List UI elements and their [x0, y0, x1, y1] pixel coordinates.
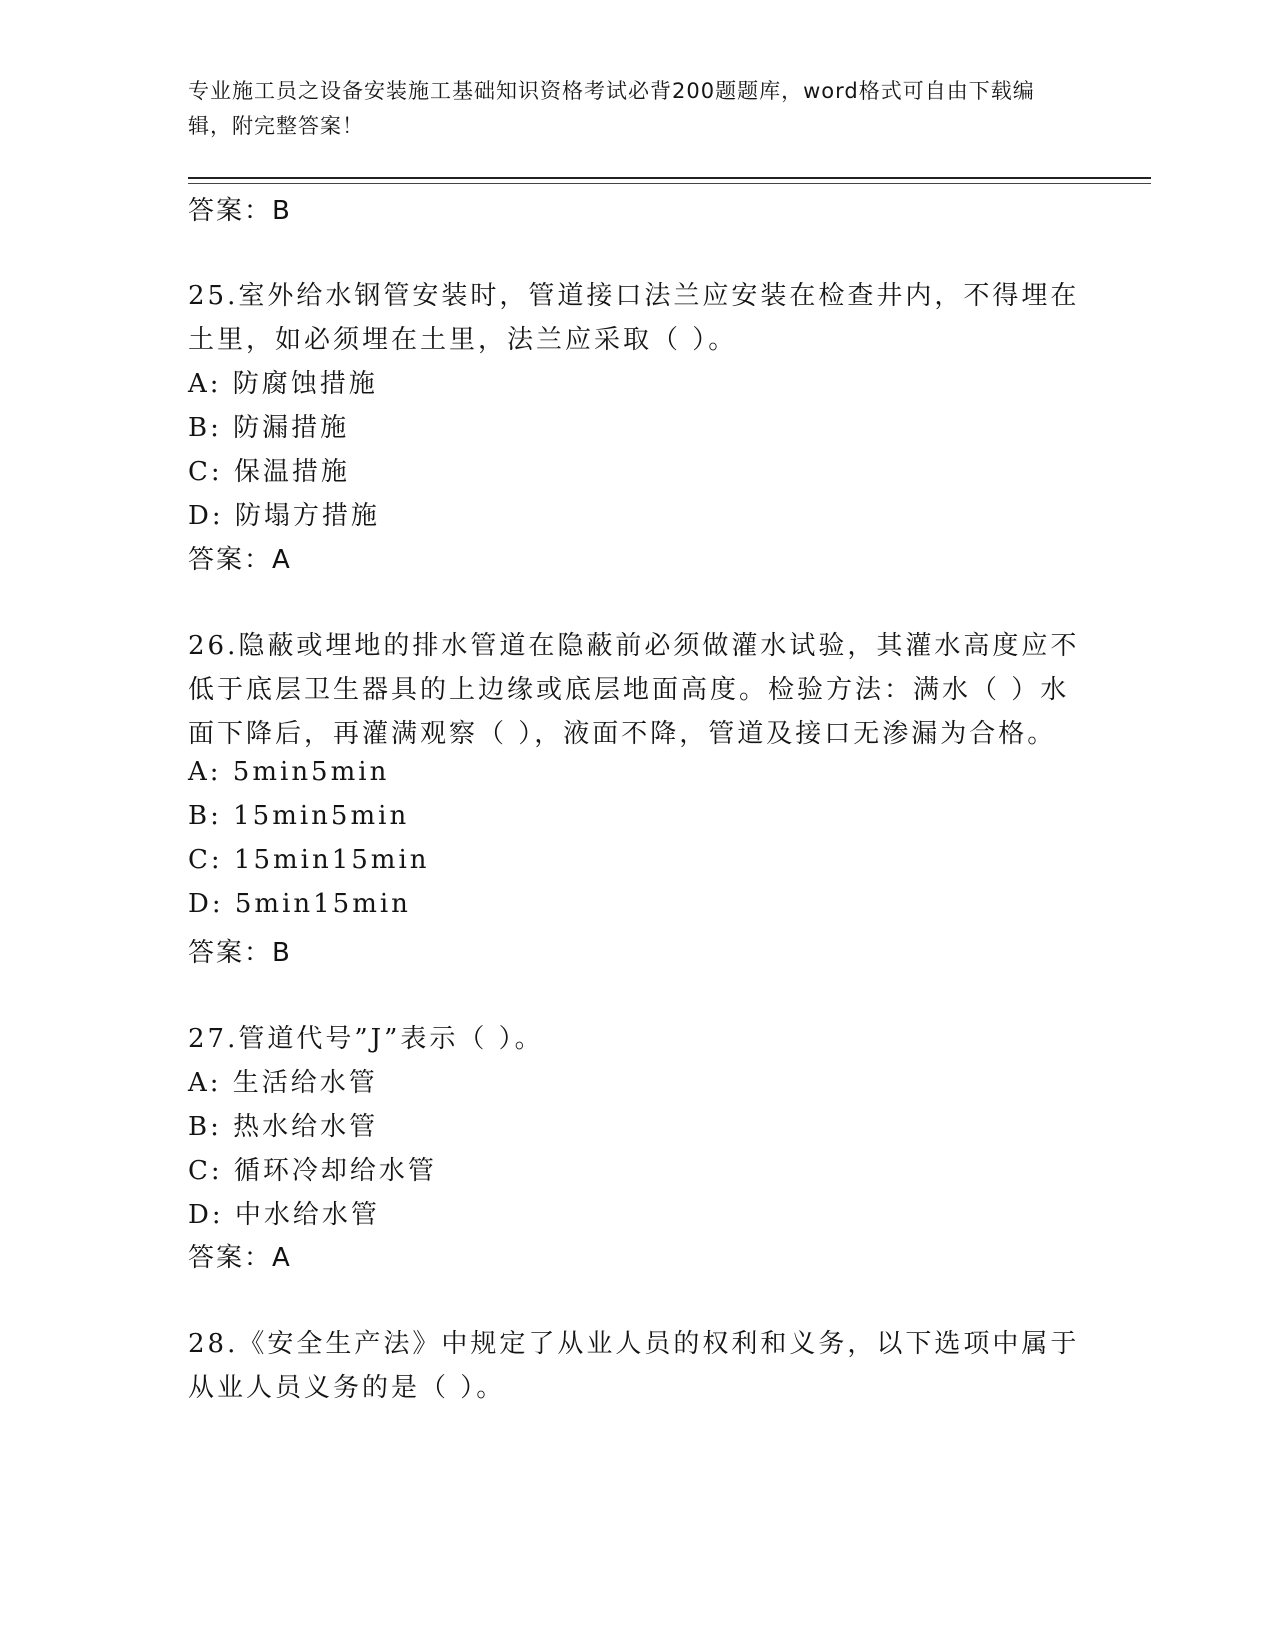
question-27-option-d: D: 中水给水管 [188, 1200, 380, 1230]
question-26-option-d: D: 5min15min [188, 889, 411, 919]
question-26-stem-line-1: 26.隐蔽或埋地的排水管道在隐蔽前必须做灌水试验，其灌水高度应不 [188, 631, 1080, 661]
question-26-stem-line-2: 低于底层卫生器具的上边缘或底层地面高度。检验方法：满水（ ）水 [188, 675, 1070, 705]
question-27-answer: 答案：A [188, 1243, 292, 1273]
question-27-option-c: C: 循环冷却给水管 [188, 1156, 437, 1186]
question-28-stem-line-2: 从业人员义务的是（ ）。 [188, 1373, 506, 1403]
question-25-option-d: D: 防塌方措施 [188, 501, 380, 531]
question-27-option-b: B: 热水给水管 [188, 1112, 379, 1142]
question-25-stem-line-2: 土里，如必须埋在土里，法兰应采取（ ）。 [188, 325, 738, 355]
question-25-option-b: B: 防漏措施 [188, 413, 350, 443]
document-header: 专业施工员之设备安装施工基础知识资格考试必背200题题库，word格式可自由下载编辑，附完整答案！ [188, 79, 1035, 138]
question-26-option-c: C: 15min15min [188, 845, 430, 875]
question-26-answer: 答案：B [188, 938, 292, 968]
question-25-answer: 答案：A [188, 545, 292, 575]
header-divider [188, 177, 1151, 179]
answer-previous: 答案：B [188, 196, 292, 226]
question-28-stem-line-1: 28.《安全生产法》中规定了从业人员的权利和义务，以下选项中属于 [188, 1329, 1080, 1359]
question-25-stem-line-1: 25.室外给水钢管安装时，管道接口法兰应安装在检查井内，不得埋在 [188, 281, 1080, 311]
question-27-option-a: A: 生活给水管 [188, 1068, 378, 1098]
question-26-option-a: A: 5min5min [188, 757, 390, 787]
question-25-option-a: A: 防腐蚀措施 [188, 369, 378, 399]
question-25-option-c: C: 保温措施 [188, 457, 350, 487]
question-27-stem-line-1: 27.管道代号”J”表示（ ）。 [188, 1024, 544, 1054]
question-26-option-b: B: 15min5min [188, 801, 410, 831]
header-divider-thin [188, 183, 1151, 184]
question-26-stem-line-3: 面下降后，再灌满观察（ ），液面不降，管道及接口无渗漏为合格。 [188, 719, 1057, 749]
